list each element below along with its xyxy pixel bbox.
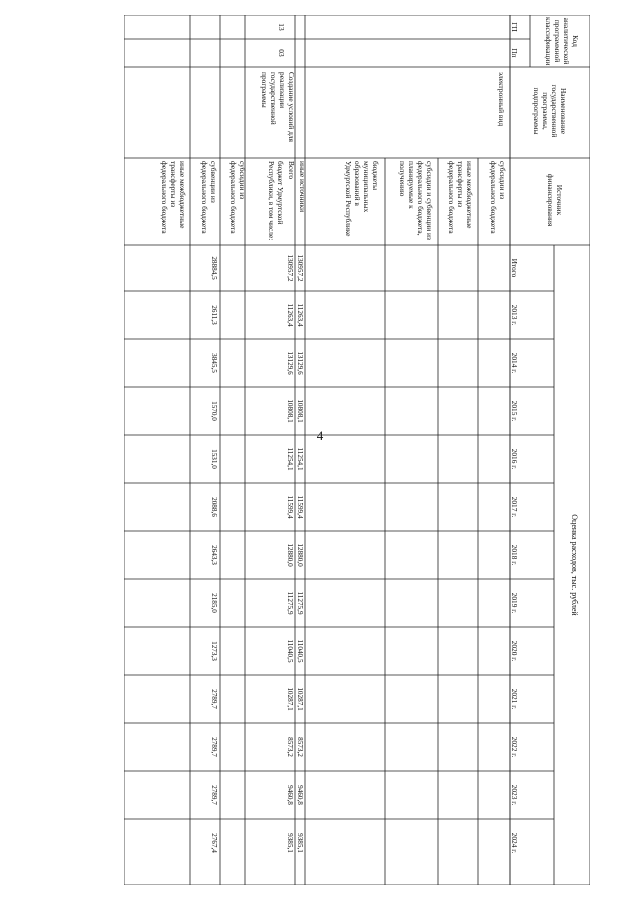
section2-source-0: Всего — [287, 161, 296, 180]
table-grid — [124, 15, 590, 885]
cell-value: 10808,1 — [286, 399, 294, 423]
cell-value: 9460,8 — [296, 785, 304, 805]
header-year: 2024 г. — [510, 832, 519, 854]
section2-source-4: иные межбюджетные трансферты из федерального бюджета — [160, 161, 187, 234]
section2-gp: 13 — [277, 23, 286, 31]
cell-value: 8573,2 — [296, 737, 304, 757]
header-name: Наименование государственной программы, подпрограммы — [532, 84, 568, 138]
cell-value: 2789,7 — [210, 689, 218, 709]
cell-value: 1570,0 — [210, 401, 218, 421]
cell-value: 13129,6 — [286, 351, 294, 375]
header-year: 2015 г. — [510, 400, 519, 422]
rotated-page — [124, 15, 590, 885]
cell-value: 11275,9 — [286, 591, 294, 615]
cell-value: 3845,5 — [210, 353, 218, 373]
section1-source-1: иные межбюджетные трансферты из федерального бюджета — [447, 161, 474, 234]
cell-value: 11263,4 — [296, 303, 304, 327]
header-year: 2021 г. — [510, 688, 519, 710]
cell-total: 130957,2 — [286, 254, 294, 282]
cell-value: 2789,7 — [210, 737, 218, 757]
header-gp: ГП — [510, 22, 519, 32]
cell-value: 11254,1 — [296, 447, 304, 471]
header-year: 2019 г. — [510, 592, 519, 614]
section2-name: Создание условий для реализации государственной программы — [260, 72, 296, 142]
section1-source-4: иные источники — [298, 161, 307, 213]
header-year: 2013 г. — [510, 304, 519, 326]
header-total: Итого — [510, 258, 519, 278]
section1-name: электронный вид — [497, 72, 506, 127]
cell-value: 10287,1 — [296, 687, 304, 711]
cell-value: 10287,1 — [286, 687, 294, 711]
cell-value: 11599,4 — [286, 495, 294, 519]
cell-value: 11040,5 — [296, 639, 304, 663]
cell-value: 11040,5 — [286, 639, 294, 663]
cell-value: 1273,3 — [210, 641, 218, 661]
cell-value: 2789,7 — [210, 785, 218, 805]
cell-value: 11275,9 — [296, 591, 304, 615]
cell-value: 11263,4 — [286, 303, 294, 327]
cell-value: 9385,1 — [286, 833, 294, 853]
cell-value: 2767,4 — [210, 833, 218, 853]
header-year: 2018 г. — [510, 544, 519, 566]
cell-value: 2185,0 — [210, 593, 218, 613]
section2-source-1: бюджет Удмуртской Республики, в том числе: — [267, 161, 285, 241]
cell-total: 130957,2 — [296, 254, 304, 282]
section2-pp: 03 — [277, 49, 286, 57]
header-source: Источник финансирования — [546, 173, 564, 227]
header-estimate: Оценка расходов, тыс. рублей — [570, 514, 579, 616]
cell-value: 8573,2 — [286, 737, 294, 757]
cell-value: 12880,0 — [286, 543, 294, 567]
header-year: 2016 г. — [510, 448, 519, 470]
header-year: 2017 г. — [510, 496, 519, 518]
section2-source-2: субсидии из федерального бюджета — [229, 161, 247, 234]
cell-value: 12880,0 — [296, 543, 304, 567]
page-number: 4 — [316, 428, 324, 443]
cell-value: 2088,6 — [210, 497, 218, 517]
header-year: 2014 г. — [510, 352, 519, 374]
budget-table — [124, 15, 590, 885]
cell-value: 9385,1 — [296, 833, 304, 853]
cell-value: 2611,3 — [210, 305, 218, 325]
cell-value: 1531,0 — [210, 449, 218, 469]
cell-value: 13129,6 — [296, 351, 304, 375]
section1-source-0: субсидии из федерального бюджета — [489, 161, 507, 234]
cell-value: 11599,4 — [296, 495, 304, 519]
cell-value: 9460,8 — [286, 785, 294, 805]
header-code-group: Код аналитической программной классификации — [544, 17, 580, 66]
header-pp: Пп — [510, 48, 519, 58]
section1-source-2: субсидии и субвенции из федерального бюджета, планируемые к получению — [398, 161, 434, 240]
cell-value: 10808,1 — [296, 399, 304, 423]
cell-value: 2643,3 — [210, 545, 218, 565]
header-year: 2020 г. — [510, 640, 519, 662]
header-year: 2022 г. — [510, 736, 519, 758]
cell-value: 11254,1 — [286, 447, 294, 471]
header-year: 2023 г. — [510, 784, 519, 806]
section1-source-3: бюджеты муниципальных образований в Удмуртской Республике — [344, 161, 380, 237]
section2-source-3: субвенции из федерального бюджета — [200, 161, 218, 234]
cell-total: 28884,5 — [210, 256, 218, 280]
